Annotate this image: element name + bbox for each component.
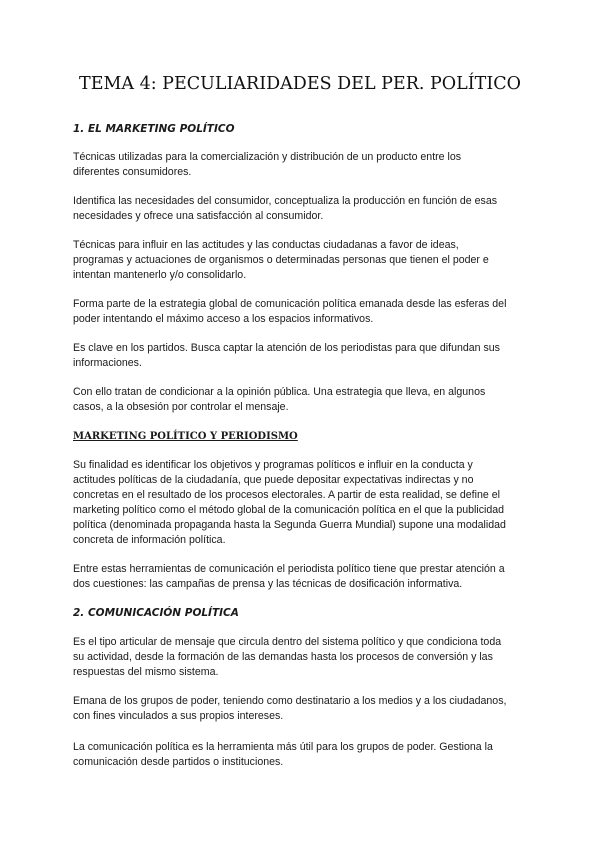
text-line: marketing político como el método global de la comunicación política en el que la publicidad (73, 504, 505, 516)
text-line: concretas en el resultado de los procesos electorales. A partir de esta realidad, se define el (73, 489, 500, 501)
text-line: Emana de los grupos de poder, teniendo como destinatario a los medios y a los ciudadanos, (73, 695, 507, 707)
text-line: Forma parte de la estrategia global de comunicación política emanada desde las esferas del (73, 298, 507, 310)
paragraph (73, 458, 533, 548)
text-line: programas y actuaciones de organismos o determinadas personas que tienen el poder e (73, 254, 489, 266)
text-line: Identifica las necesidades del consumidor, conceptualiza la producción en función de esas (73, 195, 498, 207)
text-line: intentan mantenerlo y/o consolidarlo. (73, 269, 247, 281)
paragraph (73, 297, 533, 327)
paragraph (73, 150, 533, 180)
text-line: poder intentando el máximo acceso a los espacios informativos. (73, 313, 374, 325)
text-line: Técnicas utilizadas para la comercialización y distribución de un producto entre los (73, 151, 462, 163)
text-line: comunicación desde partidos o instituciones. (73, 756, 284, 768)
text-line: con fines vinculados a sus propios intereses. (73, 710, 284, 722)
text-line: Es clave en los partidos. Busca captar la atención de los periodistas para que difundan sus (73, 342, 500, 354)
text-line: necesidades y ofrece una satisfacción al consumidor. (73, 210, 324, 222)
paragraph (73, 194, 533, 224)
section-heading-comunicacion-politica: 2. COMUNICACIÓN POLÍTICA (73, 607, 239, 619)
text-line: Entre estas herramientas de comunicación el periodista político tiene que prestar atención a (73, 563, 505, 575)
paragraph (73, 740, 533, 770)
text-line: Técnicas para influir en las actitudes y las conductas ciudadanas a favor de ideas, (73, 239, 459, 251)
text-line: casos, a la obsesión por controlar el mensaje. (73, 401, 289, 413)
paragraph (73, 694, 533, 724)
text-line: actitudes políticas de la ciudadanía, que puede depositar expectativas indirectas y no (73, 474, 474, 486)
text-line: política (denominada propaganda hasta la Segunda Guerra Mundial) supone una modalidad (73, 519, 506, 531)
text-line: su actividad, desde la formación de las demandas hasta los procesos de conversión y las (73, 651, 493, 663)
paragraph (73, 341, 533, 371)
text-line: respuestas del mismo sistema. (73, 666, 219, 678)
paragraph (73, 238, 533, 283)
text-line: Es el tipo articular de mensaje que circula dentro del sistema político y que condiciona toda (73, 636, 502, 648)
text-line: dos cuestiones: las campañas de prensa y las técnicas de dosificación informativa. (73, 578, 463, 590)
text-line: concreta de información política. (73, 534, 226, 546)
text-line: La comunicación política es la herramienta más útil para los grupos de poder. Gestiona la (73, 741, 493, 753)
text-line: diferentes consumidores. (73, 166, 192, 178)
text-line: Su finalidad es identificar los objetivos y programas políticos e influir en la conducta y (73, 459, 473, 471)
paragraph (73, 635, 533, 680)
subsection-heading-marketing-periodismo: MARKETING POLÍTICO Y PERIODISMO (73, 431, 298, 442)
paragraph (73, 385, 533, 415)
paragraph (73, 562, 533, 592)
text-line: Con ello tratan de condicionar a la opinión pública. Una estrategia que lleva, en algunos (73, 386, 486, 398)
text-line: informaciones. (73, 357, 142, 369)
section-heading-marketing-politico: 1. EL MARKETING POLÍTICO (73, 123, 235, 135)
document-title: TEMA 4: PECULIARIDADES DEL PER. POLÍTICO (79, 74, 521, 94)
